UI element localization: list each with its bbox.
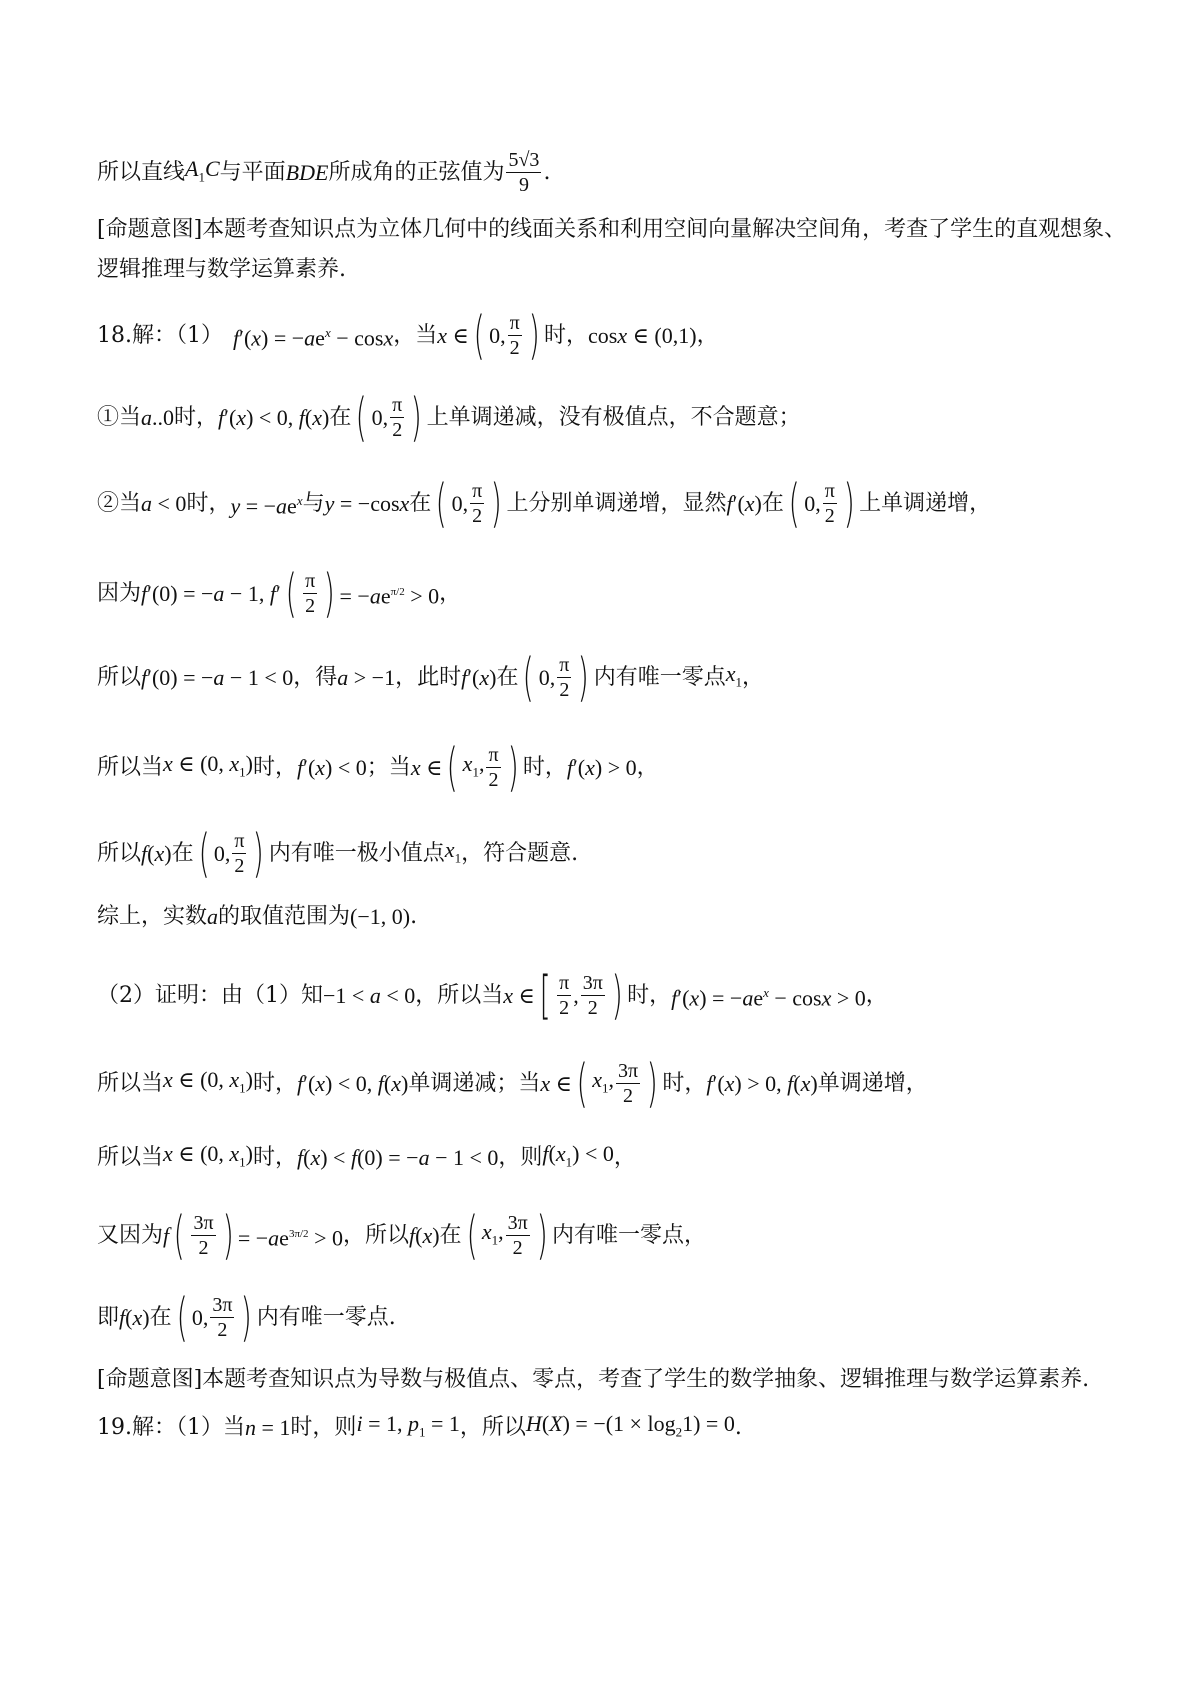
problem-18-header: 18.解：（1） $f'(x) = -ae^x - \cos x$ ， 当 x ∈ ( 0, $\frac{\pi}{2}$ ) 时， cosx ∈ (0,1) ， <box>97 306 719 366</box>
text: 与平面 <box>219 160 286 185</box>
problem-18-so-3: 所以 f(x) 在 ( 0, $\frac{\pi}{2}$ ) 内有唯一极小值点 $x_1$ ，符合题意. <box>97 824 579 884</box>
problem-18-monotonic: 所以当 x ∈ (0, $x_1$) 时， f′(x) < 0, f(x) 单调递减；当 x ∈ ( $x_1$, $\frac{3\pi}{2}$ ) 时， f′(x) > 0, f(x) 单调递增， <box>97 1054 928 1114</box>
text: 所以直线 <box>97 160 186 185</box>
problem-18-so-4: 所以当 x ∈ (0, $x_1$) 时， f(x) < f(0) = −a − 1 < 0 ，则 $f(x_1) < 0$ ， <box>97 1141 636 1171</box>
proposition-intent-2: [命题意图]本题考查知识点为导数与极值点、零点，考查了学生的数学抽象、逻辑推理与数学运算素养. <box>97 1367 1090 1392</box>
problem-18-final: 即 f(x) 在 ( 0, $\frac{3\pi}{2}$ ) 内有唯一零点. <box>97 1288 396 1348</box>
problem-18-so-2: 所以当 x ∈ (0, $x_1$) 时， f′(x) < 0 ； 当 x ∈ ( $x_1$, $\frac{\pi}{2}$ ) 时， f′(x) > 0 ， <box>97 738 659 798</box>
proposition-intent-1: [命题意图]本题考查知识点为立体几何中的线面关系和利用空间向量解决空间角，考查了学生的直观想象、逻辑推理与数学运算素养. <box>97 217 1127 282</box>
problem-18-case-1: ①当 a..0 时， f′(x) < 0, f(x) 在 ( 0, $\frac{\pi}{2}$ ) 上单调递减，没有极值点，不合题意； <box>97 388 801 448</box>
fraction: $\frac{5√3}{9}$ <box>508 149 540 196</box>
text: 所成角的正弦值为 <box>328 160 505 185</box>
problem-18-summary: 综上，实数 a 的取值范围为 (−1, 0) . <box>97 904 418 929</box>
answer-line-sine: 所以直线 $A_1C$ 与平面 BDE 所成角的正弦值为 $\frac{5√3}{9}$ . <box>97 149 551 196</box>
problem-18-case-2: ②当 a < 0 时， $y = -ae^x$ 与 y = −cosx 在 ( 0, $\frac{\pi}{2}$ ) 上分别单调递增，显然 f′(x) 在 ( 0, $\frac{\pi}{2}$ ) 上单调递增， <box>97 474 992 534</box>
problem-18-so-1: 所以 f′(0) = −a − 1 < 0 ，得 a > −1 ，此时 f′(x) 在 ( 0, $\frac{\pi}{2}$ ) 内有唯一零点 $x_1$ ， <box>97 648 764 708</box>
problem-18-because: 因为 f′(0) = −a − 1, f′ ( $\frac{\pi}{2}$ ) = $-ae^{\pi/2} > 0$ ， <box>97 564 462 624</box>
problem-18-again: 又因为 f ( $\frac{3\pi}{2}$ ) = $-ae^{3\pi/2} > 0$ ，所以 f(x) 在 ( $x_1$, $\frac{3\pi}{2}$ ) 内有唯一零点， <box>97 1206 707 1266</box>
problem-18-part-2: （2）证明：由（1）知 −1 < a < 0 ，所以当 x ∈ [ $\frac{\pi}{2}$ , $\frac{3\pi}{2}$ ) 时， $f'(x) = -ae^x - \cos x > 0$ ， <box>97 966 888 1026</box>
problem-19-header: 19.解：（1）当 n = 1 时，则 i = 1, $p_1 = 1$ ，所以 $H(X) = -(1 \times \log_21) = 0$ . <box>97 1411 742 1441</box>
